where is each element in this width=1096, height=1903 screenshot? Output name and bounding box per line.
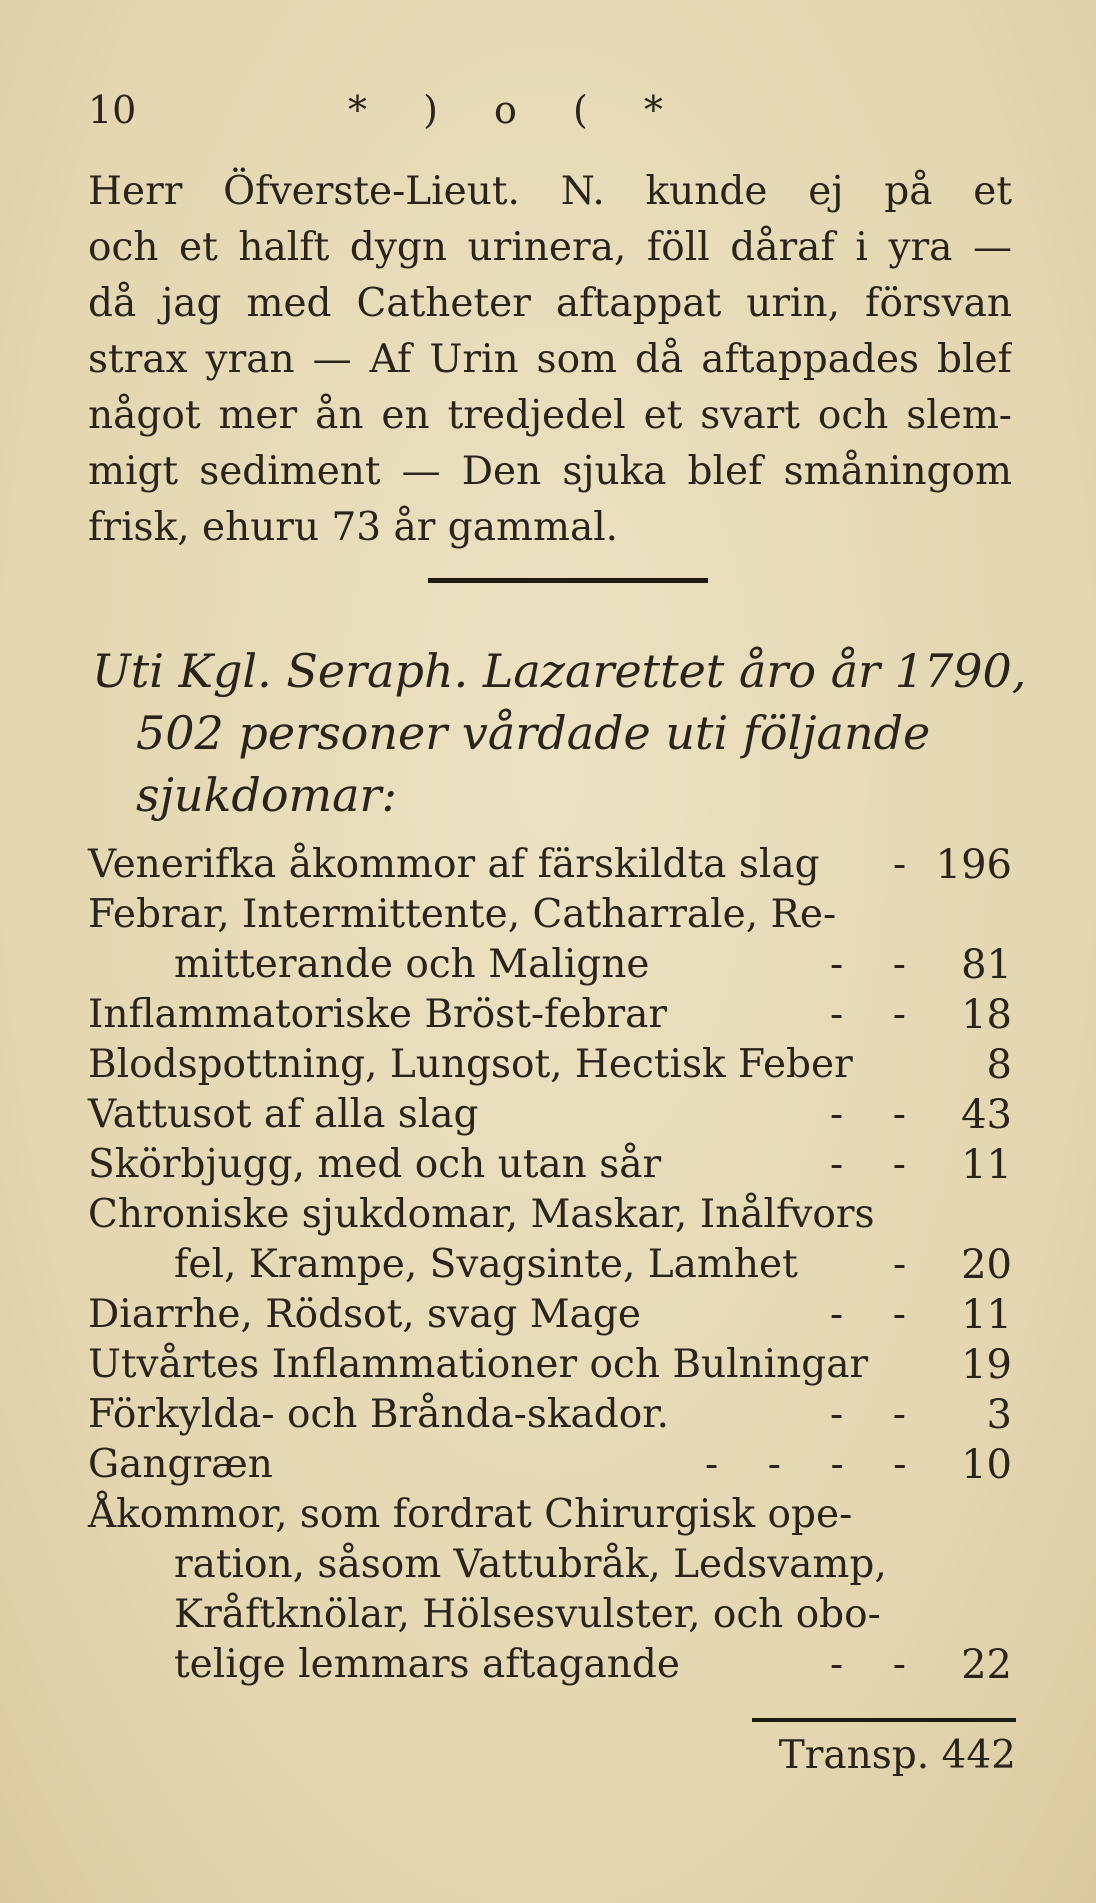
page-number: 10 <box>88 88 137 132</box>
disease-label: mitterande och Maligne <box>174 942 650 987</box>
heading-line: sjukdomar: <box>136 768 398 822</box>
disease-label: Chroniske sjukdomar, Maskar, Inålfvors <box>88 1192 875 1237</box>
list-item <box>88 1140 1012 1190</box>
list-item <box>88 890 1012 940</box>
patient-count: 18 <box>961 992 1012 1038</box>
heading-line: 502 personer vårdade uti följande <box>136 706 931 760</box>
leader-dashes: - - - - <box>705 1442 907 1487</box>
list-item <box>88 840 1012 890</box>
leader-dashes: - - <box>830 1642 906 1687</box>
patient-count: 22 <box>961 1642 1012 1688</box>
patient-count: 10 <box>961 1442 1012 1488</box>
case-paragraph <box>88 164 1012 556</box>
disease-label: Vattusot af alla slag <box>88 1092 479 1137</box>
disease-label: Blodspottning, Lungsot, Hectisk Feber <box>88 1042 853 1087</box>
disease-list <box>88 840 1012 1690</box>
section-heading <box>92 640 1027 826</box>
paragraph-line: Herr Öfverste-Lieut. N. kunde ej på et <box>88 169 1012 214</box>
list-item <box>88 1190 1012 1240</box>
list-item <box>88 1040 1012 1090</box>
disease-label: Förkylda- och Brånda-skador. <box>88 1392 669 1437</box>
list-item <box>88 1340 1012 1390</box>
disease-label: telige lemmars aftagande <box>174 1642 680 1687</box>
header-ornament: * ) o ( * <box>348 88 685 132</box>
patient-count: 3 <box>986 1392 1012 1438</box>
disease-label: Febrar, Intermittente, Catharrale, Re- <box>88 892 837 937</box>
leader-dashes: - - <box>830 1292 906 1337</box>
patient-count: 43 <box>961 1092 1012 1138</box>
disease-label: Inflammatoriske Bröst-febrar <box>88 992 668 1037</box>
leader-dashes: - - <box>830 942 906 987</box>
leader-dashes: - - <box>830 1392 906 1437</box>
list-item <box>88 990 1012 1040</box>
disease-label: Åkommor, som fordrat Chirurgisk ope- <box>88 1492 853 1537</box>
paragraph-line: frisk, ehuru 73 år gammal. <box>88 505 619 550</box>
paragraph-line: strax yran — Af Urin som då aftappades blef <box>88 337 1012 382</box>
transport-total: Transp. 442 <box>778 1733 1016 1778</box>
list-item <box>88 1640 1012 1690</box>
sum-rule <box>752 1718 1016 1722</box>
leader-dashes: - - <box>830 992 906 1037</box>
leader-dashes: - - <box>830 1092 906 1137</box>
list-item <box>88 940 1012 990</box>
disease-label: Gangræn <box>88 1442 273 1487</box>
list-item <box>88 1490 1012 1540</box>
patient-count: 11 <box>961 1292 1012 1338</box>
disease-label: Kråftknölar, Hölsesvulster, och obo- <box>174 1592 881 1637</box>
list-item <box>88 1390 1012 1440</box>
list-item <box>88 1290 1012 1340</box>
list-item <box>88 1090 1012 1140</box>
patient-count: 81 <box>961 942 1012 988</box>
heading-line: Uti Kgl. Seraph. Lazarettet åro år 1790, <box>92 644 1027 698</box>
list-item <box>88 1590 1012 1640</box>
disease-label: Venerifka åkommor af färskildta slag <box>88 842 820 887</box>
page-header <box>88 88 1008 138</box>
paragraph-line: migt sediment — Den sjuka blef småningom <box>88 449 1012 494</box>
leader-dashes: - - <box>830 1142 906 1187</box>
paragraph-line: något mer ån en tredjedel et svart och slem- <box>88 393 1012 438</box>
disease-label: Utvårtes Inflammationer och Bulningar <box>88 1342 869 1387</box>
paragraph-line: då jag med Catheter aftappat urin, försvan <box>88 281 1012 326</box>
disease-label: fel, Krampe, Svagsinte, Lamhet <box>174 1242 798 1287</box>
list-item <box>88 1540 1012 1590</box>
patient-count: 19 <box>961 1342 1012 1388</box>
patient-count: 11 <box>961 1142 1012 1188</box>
disease-label: Diarrhe, Rödsot, svag Mage <box>88 1292 641 1337</box>
paragraph-line: och et halft dygn urinera, föll dåraf i yra — <box>88 225 1012 270</box>
patient-count: 196 <box>935 842 1012 888</box>
patient-count: 8 <box>986 1042 1012 1088</box>
section-divider <box>428 578 708 583</box>
leader-dashes: - <box>893 1242 907 1287</box>
patient-count: 20 <box>961 1242 1012 1288</box>
leader-dashes: - <box>893 842 907 887</box>
list-item <box>88 1240 1012 1290</box>
disease-label: ration, såsom Vattubråk, Ledsvamp, <box>174 1542 887 1587</box>
disease-label: Skörbjugg, med och utan sår <box>88 1142 662 1187</box>
list-item <box>88 1440 1012 1490</box>
